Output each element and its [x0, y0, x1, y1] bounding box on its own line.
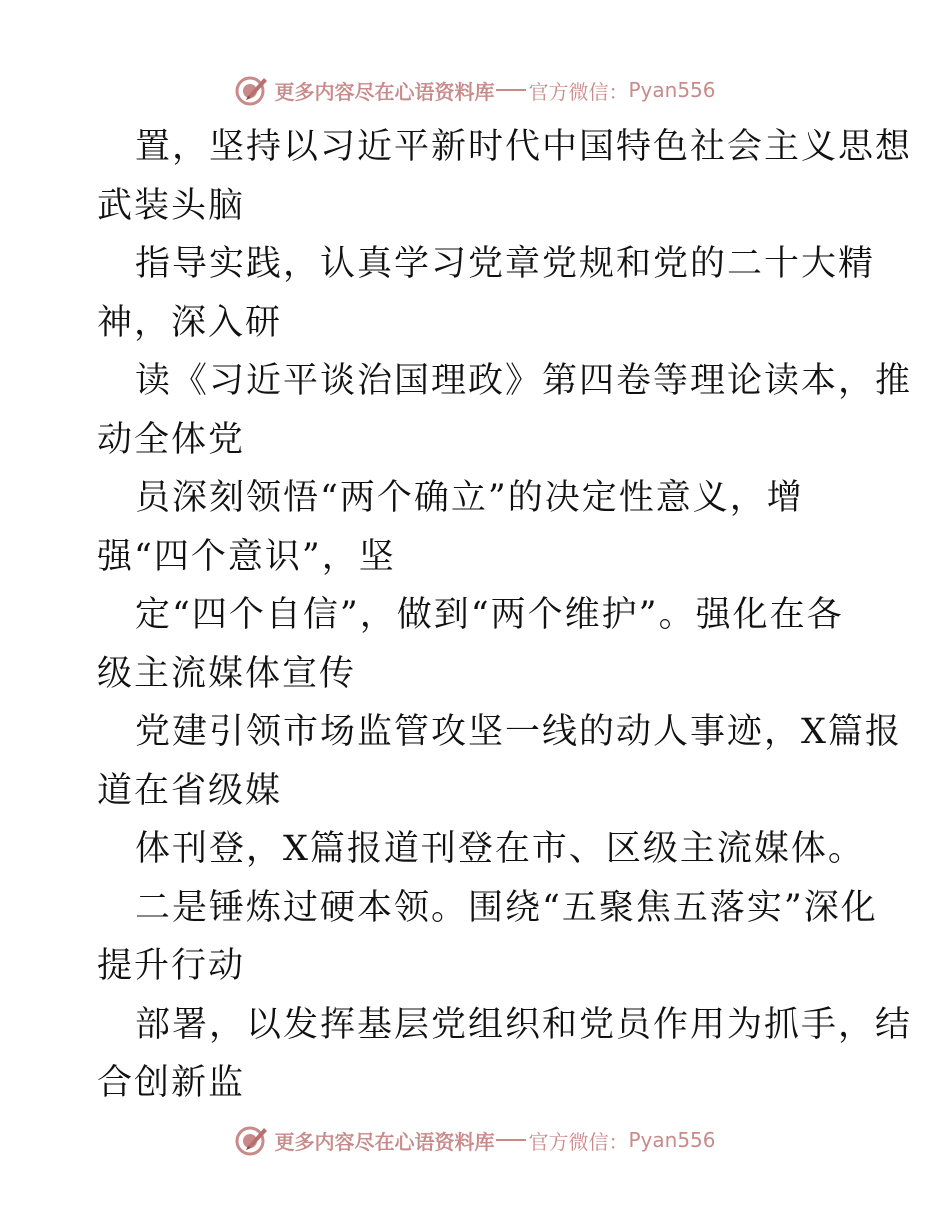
body-line: 动全体党: [97, 419, 246, 460]
watermark-sub-text: 官方微信：: [528, 79, 629, 104]
body-line: 体刊登，X篇报道刊登在市、区级主流媒体。: [135, 829, 865, 869]
pen-logo-icon: [234, 72, 270, 108]
watermark-dash: [496, 1139, 526, 1141]
body-line: 二是锤炼过硬本领。围绕“五聚焦五落实”深化: [135, 887, 878, 928]
body-line: 道在省级媒: [97, 770, 283, 811]
body-line: 提升行动: [97, 946, 246, 986]
body-line: 神，深入研: [97, 302, 283, 343]
body-line: 指导实践，认真学习党章党规和党的二十大精: [135, 244, 876, 284]
watermark-sub-text: 官方微信：: [528, 1129, 629, 1154]
body-line: 级主流媒体宣传: [97, 653, 357, 694]
body-line: 党建引领市场监管攻坚一线的动人事迹，X篇报: [135, 712, 902, 752]
watermark-dash: [496, 89, 526, 91]
footer-watermark: [0, 1118, 950, 1162]
pen-logo-icon: [234, 1122, 270, 1158]
body-line: 读《习近平谈治国理政》第四卷等理论读本，推: [135, 361, 913, 401]
watermark-wechat-id: Pyan556: [628, 1128, 716, 1152]
body-line: 强“四个意识”，坚: [97, 536, 396, 577]
watermark-wechat-id: Pyan556: [628, 78, 716, 102]
body-line: 定“四个自信”，做到“两个维护”。强化在各: [135, 595, 844, 635]
body-line: 武装头脑: [97, 185, 246, 226]
body-line: 置，坚持以习近平新时代中国特色社会主义思想: [135, 127, 913, 167]
body-line: 合创新监: [97, 1063, 246, 1103]
body-line: 员深刻领悟“两个确立”的决定性意义，增: [135, 478, 804, 518]
body-line: 部署，以发挥基层党组织和党员作用为抓手，结: [135, 1004, 913, 1045]
watermark-main-text: 更多内容尽在心语资料库: [274, 1129, 495, 1154]
document-body: [97, 118, 913, 1113]
watermark-main-text: 更多内容尽在心语资料库: [274, 79, 495, 104]
header-watermark: [0, 68, 950, 112]
